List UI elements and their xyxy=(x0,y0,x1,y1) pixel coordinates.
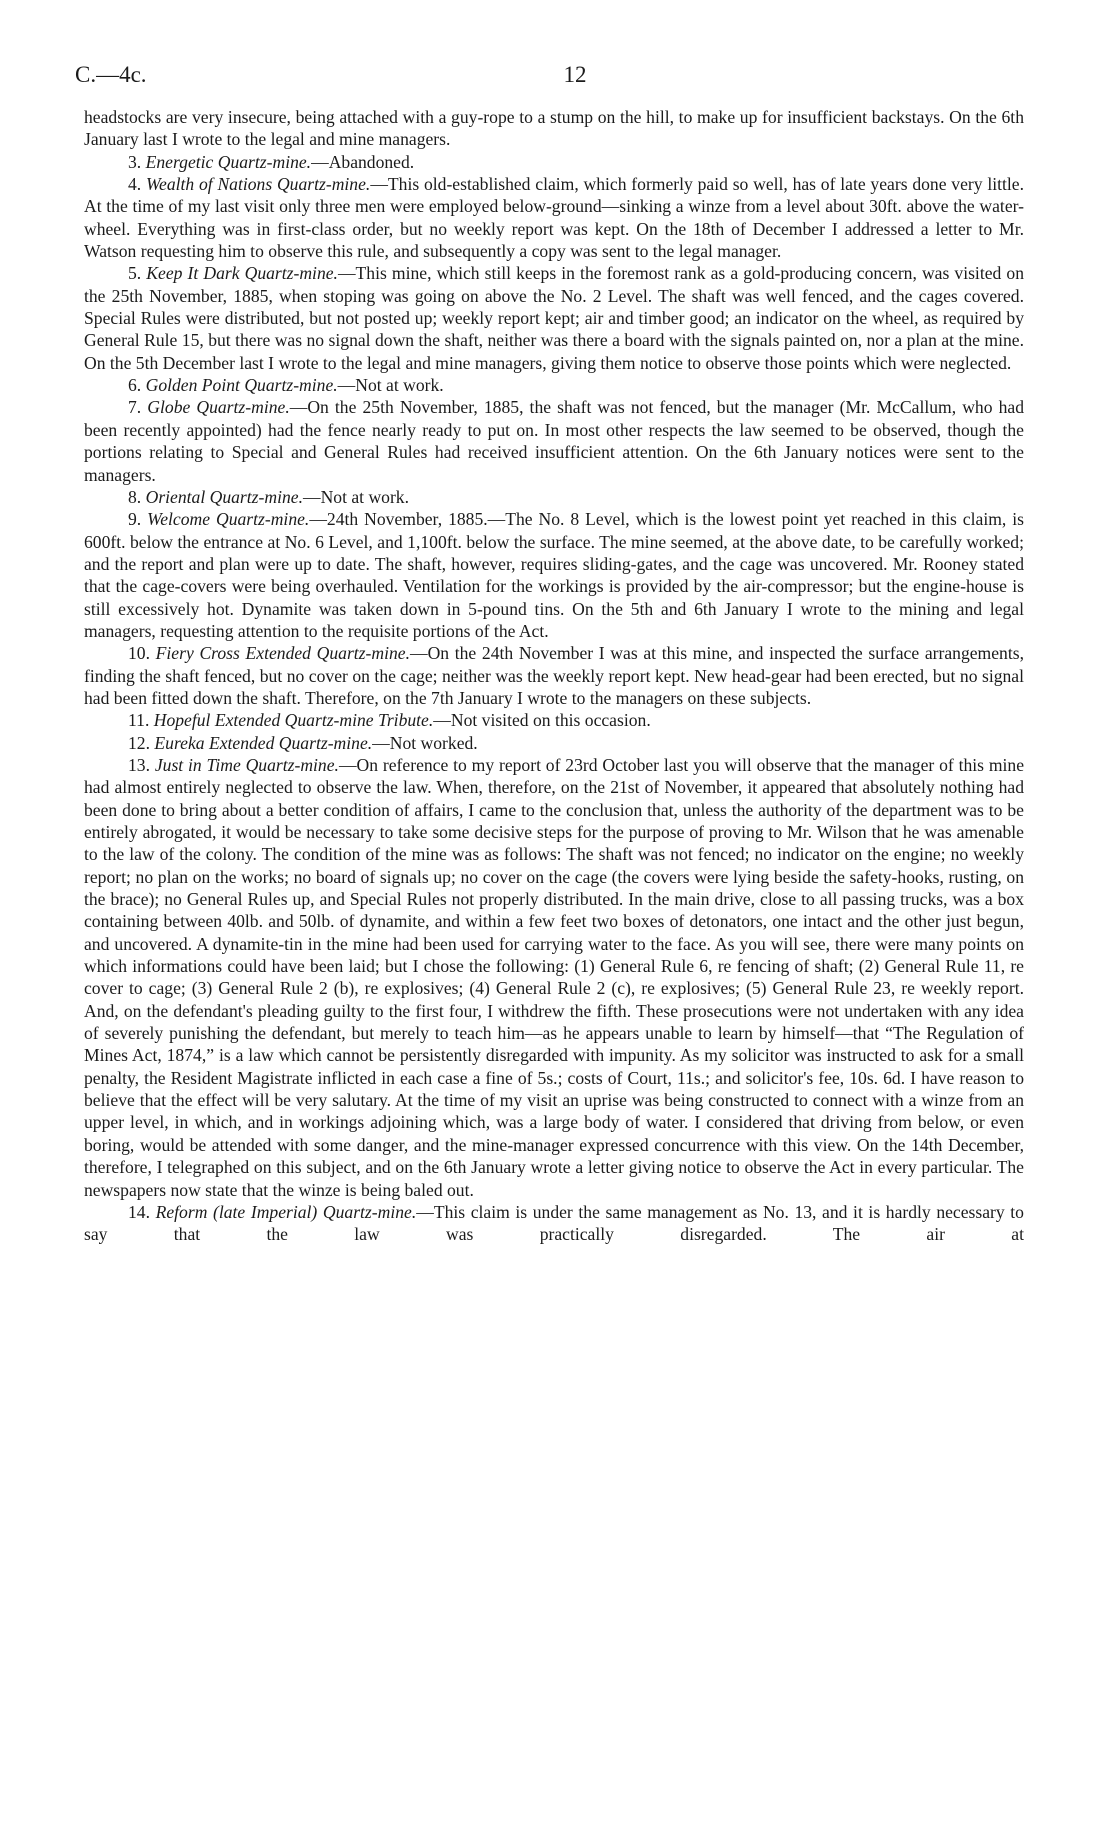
continued-paragraph xyxy=(84,106,1024,151)
mine-entry-14 xyxy=(84,1201,1024,1246)
entry-text: —On the 25th November, 1885, the shaft was not fenced, but the manager (Mr. McCallum, who had been recently appointed) had the fence nearly ready to put on. In most other respects the law seemed to be observed, though the portions relating to Special and General Rules had received insufficient attention. On the 6th January notices were sent to the managers. xyxy=(84,397,1024,485)
entry-text: —Not at work. xyxy=(302,486,410,507)
mine-name: Energetic Quartz-mine. xyxy=(145,151,312,172)
entry-number: 13. xyxy=(128,754,150,775)
mine-entry-12 xyxy=(84,732,1024,754)
mine-entry-9 xyxy=(84,508,1024,642)
entry-number: 5. xyxy=(128,263,142,284)
entry-number: 10. xyxy=(128,643,150,664)
mine-entry-5 xyxy=(84,262,1024,374)
entry-text: —On the 24th November I was at this mine, and inspected the surface arrangements, finding the shaft fenced, but no cover on the cage; neither was the weekly report kept. New head-gear had been erected, but no signal had been fitted down the shaft. Therefore, on the 7th January I wrote to the managers on these subjects. xyxy=(84,643,1024,708)
entry-text: —Abandoned. xyxy=(311,151,415,172)
entry-text: —This claim is under the same management as No. 13, and it is hardly necessary to say that the law was practically disregarded. The air at xyxy=(84,1201,1024,1245)
mine-entry-8 xyxy=(84,486,1024,508)
entry-number: 3. xyxy=(128,151,142,172)
mine-name: Just in Time Quartz-mine. xyxy=(154,754,339,775)
entry-text: —This old-established claim, which formerly paid so well, has of late years done very little. At the time of my last visit only three men were employed below-ground—sinking a winze from a level about 30ft. above the water-wheel. Everything was in first-class order, but no weekly report was kept. On the 18th of December I addressed a letter to Mr. Watson requesting him to observe this rule, and subsequently a copy was sent to the legal manager. xyxy=(84,174,1024,262)
entry-text: —On reference to my report of 23rd October last you will observe that the manager of this mine had almost entirely neglected to observe the law. When, therefore, on the 21st of November, it appeared that absolutely nothing had been done to bring about a better condition of affairs, I came to the conclusion that, unless the authority of the department was to be entirely abrogated, it would be necessary to take some decisive steps for the purpose of proving to Mr. Wilson that he was amenable to the law of the colony. The condition of the mine was as follows: The shaft was not fenced; no indicator on the engine; no weekly report; no plan on the works; no board of signals up; no cover on the cage (the covers were lying beside the safety-hooks, rusting, on the brace); no General Rules up, and Special Rules not properly distributed. In the main drive, close to all passing trucks, was a box containing between 40lb. and 50lb. of dynamite, and within a few feet two boxes of detonators, one intact and the other just begun, and uncovered. A dynamite-tin in the mine had been used for carrying water to the face. As you will see, there were many points on which informations could have been laid; but I chose the following: (1) General Rule 6, re fencing of shaft; (2) General Rule 11, re cover to cage; (3) General Rule 2 (b), re explosives; (4) General Rule 2 (c), re explosives; (5) General Rule 23, re weekly report. And, on the defendant's pleading guilty to the first four, I withdrew the fifth. These prosecutions were not undertaken with any idea of severely punishing the defendant, but merely to teach him—as he appears unable to learn by himself—that “The Regulation of Mines Act, 1874,” is a law which cannot be persistently disregarded with impunity. As my solicitor was instructed to ask for a small penalty, the Resident Magistrate inflicted in each case a fine of 5s.; costs of Court, 11s.; and solicitor's fee, 10s. 6d. I have reason to believe that the effect will be very salutary. At the time of my visit an uprise was being constructed to connect with a winze from an upper level, in which, and in workings adjoining which, was a large body of water. I considered that driving from below, or even boring, would be attended with some danger, and the mine-manager expressed concurrence with this view. On the 14th December, therefore, I telegraphed on this subject, and on the 6th January wrote a letter giving notice to observe the Act in every particular. The newspapers now state that the winze is being baled out. xyxy=(84,754,1024,1200)
document-reference: C.—4c. xyxy=(75,62,147,87)
mine-name: Globe Quartz-mine. xyxy=(147,397,290,418)
mine-entry-6 xyxy=(84,374,1024,396)
mine-entry-11 xyxy=(84,709,1024,731)
mine-name: Reform (late Imperial) Quartz-mine. xyxy=(155,1201,417,1222)
mine-entry-3 xyxy=(84,151,1024,173)
report-body xyxy=(84,106,1024,1246)
entry-number: 8. xyxy=(128,486,142,507)
mine-name: Oriental Quartz-mine. xyxy=(145,486,303,507)
mine-name: Fiery Cross Extended Quartz-mine. xyxy=(155,643,410,664)
entry-text: —Not at work. xyxy=(337,375,444,396)
mine-name: Keep It Dark Quartz-mine. xyxy=(146,263,338,284)
page-number: 12 xyxy=(563,62,587,87)
entry-number: 4. xyxy=(128,174,142,195)
entry-text: —24th November, 1885.—The No. 8 Level, which is the lowest point yet reached in this claim, is 600ft. below the entrance at No. 6 Level, and 1,100ft. below the surface. The mine seemed, at the above date, to be carefully worked; and the report and plan were up to date. The shaft, however, requires sliding-gates, and the cage was uncovered. Mr. Rooney stated that the cage-covers were being overhauled. Ventilation for the workings is provided by the air-compressor; but the engine-house is still excessively hot. Dynamite was taken down in 5-pound tins. On the 5th and 6th January I wrote to the mining and legal managers, requesting attention to the requisite portions of the Act. xyxy=(84,509,1024,641)
mine-entry-7 xyxy=(84,396,1024,485)
mine-name: Wealth of Nations Quartz-mine. xyxy=(145,174,371,195)
entry-text: —This mine, which still keeps in the foremost rank as a gold-producing concern, was visited on the 25th November, 1885, when stoping was going on above the No. 2 Level. The shaft was well fenced, and the cages covered. Special Rules were distributed, but not posted up; weekly report kept; air and timber good; an indicator on the wheel, as required by General Rule 15, but there was no signal down the shaft, neither was there a board with the signals painted on, nor a plan at the mine. On the 5th December last I wrote to the legal and mine managers, giving them notice to observe those points which were neglected. xyxy=(84,263,1024,373)
entry-number: 6. xyxy=(128,375,142,396)
entry-number: 7. xyxy=(128,397,142,418)
entry-number: 14. xyxy=(128,1201,150,1222)
mine-entry-13 xyxy=(84,754,1024,1201)
page-header xyxy=(75,62,1025,92)
mine-name: Hopeful Extended Quartz-mine Tribute. xyxy=(153,710,434,731)
mine-name: Golden Point Quartz-mine. xyxy=(145,375,338,396)
mine-name: Eureka Extended Quartz-mine. xyxy=(154,732,373,753)
mine-entry-10 xyxy=(84,642,1024,709)
entry-number: 9. xyxy=(128,509,142,530)
entry-text: —Not visited on this occasion. xyxy=(433,710,651,731)
mine-entry-4 xyxy=(84,173,1024,262)
entry-number: 11. xyxy=(128,710,150,731)
paragraph-text: headstocks are very insecure, being attached with a guy-rope to a stump on the hill, to make up for insufficient backstays. On the 6th January last I wrote to the legal and mine managers. xyxy=(84,107,1024,150)
entry-text: —Not worked. xyxy=(372,732,478,753)
mine-name: Welcome Quartz-mine. xyxy=(147,509,310,530)
entry-number: 12. xyxy=(128,732,150,753)
